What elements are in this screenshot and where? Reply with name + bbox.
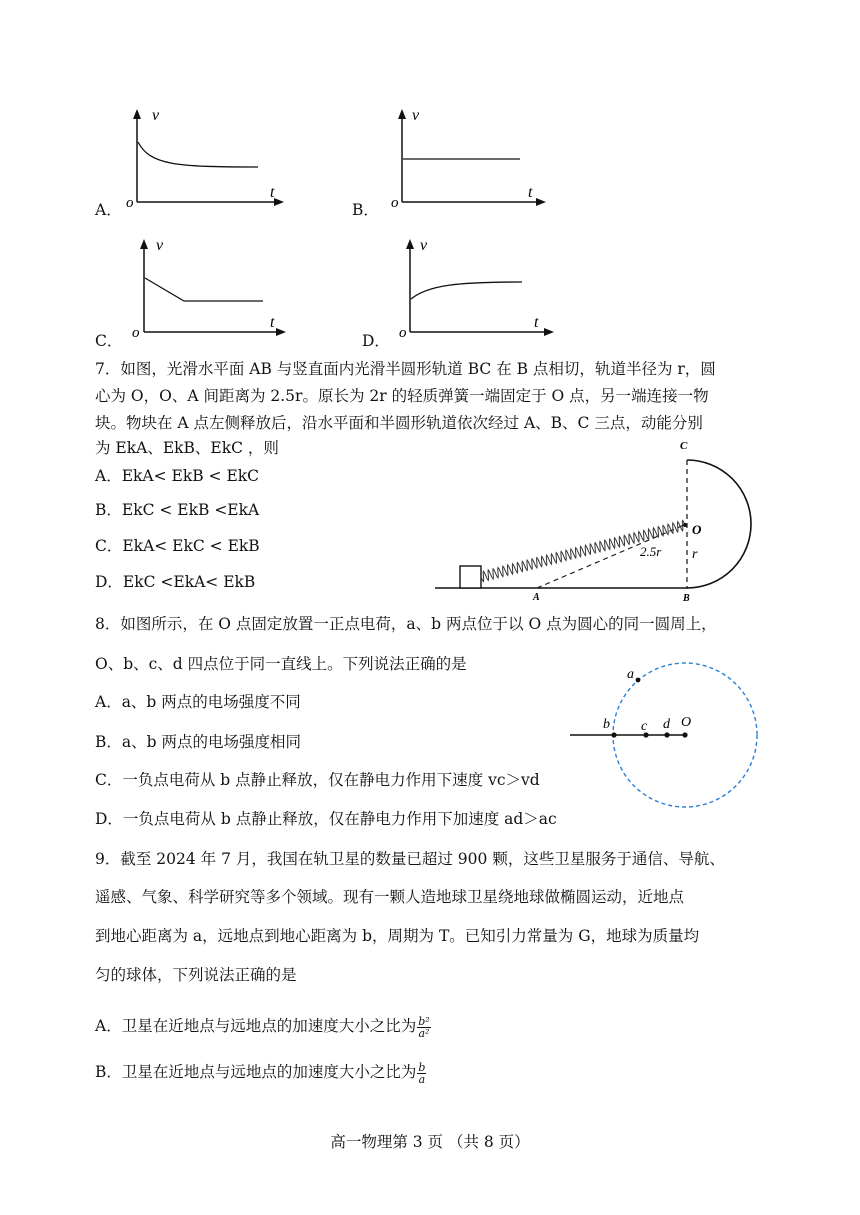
q8-label-a: a (627, 667, 634, 682)
q8-label-d: d (663, 717, 670, 732)
graph-c (130, 235, 290, 345)
q7-figure (430, 435, 760, 605)
graph-d-t: t (534, 314, 539, 331)
graph-c-v: v (156, 237, 164, 254)
graph-a-o: o (126, 195, 134, 211)
graph-b-v: v (412, 107, 420, 124)
graph-c-o: o (132, 325, 140, 341)
q9-option-a (95, 1014, 775, 1039)
q7-label-dist: 2.5r (640, 544, 662, 559)
q8-option-a: A．a、b 两点的电场强度不同 (95, 693, 301, 711)
page-footer: 高一物理第 3 页 （共 8 页） (330, 1133, 530, 1151)
q9-option-a-fraction (417, 1016, 430, 1039)
q7-line-1: 7．如图，光滑水平面 AB 与竖直面内光滑半圆形轨道 BC 在 B 点相切，轨道半径为 r，圆 (95, 360, 716, 378)
q7-option-a: A．EkA< EkB < EkC (95, 467, 260, 485)
q7-label-a: A (533, 592, 540, 603)
q7-option-c: C．EkA< EkC < EkB (95, 537, 260, 555)
graph-d (398, 235, 558, 345)
q9-line-2: 遥感、气象、科学研究等多个领域。现有一颗人造地球卫星绕地球做椭圆运动，近地点 (95, 888, 685, 906)
q7-label-c: C (680, 440, 688, 452)
q7-line-3: 块。物块在 A 点左侧释放后，沿水平面和半圆形轨道依次经过 A、B、C 三点，动能分别 (95, 414, 703, 432)
q8-option-d: D．一负点电荷从 b 点静止释放，仅在静电力作用下加速度 ad＞ac (95, 810, 557, 828)
graph-d-o: o (399, 325, 407, 341)
q9-option-b (95, 1060, 775, 1085)
q8-option-c: C．一负点电荷从 b 点静止释放，仅在静电力作用下速度 vc＞vd (95, 771, 540, 789)
q7-line-4: 为 EkA、EkB、EkC ，则 (95, 439, 279, 457)
graph-c-t: t (270, 314, 275, 331)
q7-option-d: D．EkC <EkA< EkB (95, 573, 256, 591)
graph-b (390, 105, 550, 215)
q7-line-2: 心为 O，O、A 间距离为 2.5r。原长为 2r 的轻质弹簧一端固定于 O 点，另一端连接一物 (95, 387, 709, 405)
q7-label-r: r (692, 547, 698, 562)
q8-figure (565, 660, 775, 810)
q8-line-2: O、b、c、d 四点位于同一直线上。下列说法正确的是 (95, 655, 467, 673)
graph-b-label: B． (352, 201, 379, 219)
q9-option-b-fraction (417, 1062, 426, 1085)
q8-option-b: B．a、b 两点的电场强度相同 (95, 733, 301, 751)
graph-b-o: o (391, 195, 399, 211)
graph-d-label: D． (362, 332, 390, 350)
q8-line-1: 8．如图所示，在 O 点固定放置一正点电荷，a、b 两点位于以 O 点为圆心的同一圆周上， (95, 615, 717, 633)
q8-label-o: O (681, 715, 692, 730)
graph-a-label: A． (95, 201, 122, 219)
q7-option-b: B．EkC < EkB <EkA (95, 501, 260, 519)
graph-a-t: t (270, 184, 275, 201)
q9-line-3: 到地心距离为 a，远地点到地心距离为 b，周期为 T。已知引力常量为 G，地球为质量均 (95, 927, 700, 945)
q7-label-o: O (692, 522, 702, 537)
q9-option-a-text: A．卫星在近地点与远地点的加速度大小之比为 (95, 1017, 417, 1035)
q9-option-a-denominator: a² (418, 1026, 430, 1040)
q9-option-b-text: B．卫星在近地点与远地点的加速度大小之比为 (95, 1063, 417, 1081)
q8-label-c: c (641, 719, 648, 734)
q9-option-b-numerator: b (418, 1060, 426, 1074)
graph-d-v: v (420, 237, 428, 254)
graph-a (126, 105, 290, 215)
q9-line-4: 匀的球体，下列说法正确的是 (95, 966, 297, 984)
q9-line-1: 9．截至 2024 年 7 月，我国在轨卫星的数量已超过 900 颗，这些卫星服务于通信、导航、 (95, 850, 725, 868)
graph-c-label: C． (95, 332, 123, 350)
q9-option-a-numerator: b² (418, 1014, 430, 1028)
q7-label-b: B (683, 593, 690, 604)
q8-label-b: b (603, 717, 610, 732)
q9-option-b-denominator: a (418, 1072, 426, 1086)
graph-a-v: v (152, 107, 160, 124)
graph-b-t: t (528, 184, 533, 201)
